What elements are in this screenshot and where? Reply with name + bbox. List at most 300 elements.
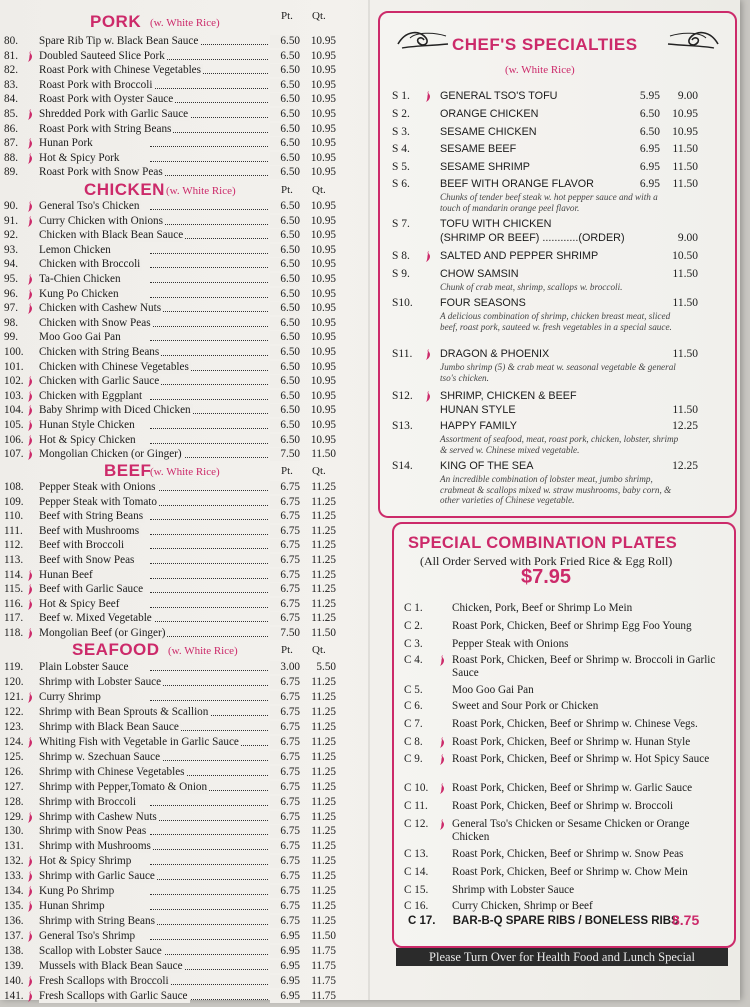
hot-pepper-icon [26, 811, 35, 824]
specialty-price-small: 5.95 [639, 90, 660, 102]
leader-dots [150, 953, 268, 955]
item-name: Shrimp with String Beans [39, 915, 155, 928]
item-price-quart: 11.25 [311, 690, 336, 703]
item-number: 96. [4, 287, 18, 300]
item-number: 122. [4, 705, 24, 718]
item-price-pint: 6.75 [270, 612, 300, 625]
item-number: 141. [4, 989, 24, 1002]
leader-dots [150, 938, 268, 940]
menu-item [0, 229, 365, 242]
item-number: 106. [4, 433, 24, 446]
specialty-code: S 4. [392, 143, 410, 155]
specialty-code: S 1. [392, 90, 410, 102]
leader-dots [150, 504, 268, 506]
specialty-description: An incredible combination of lobster meat, jumbo shrimp, crabmeat & scallops mixed w. straw mushrooms, baby corn, & other varieties of Chinese vegetable. [440, 474, 672, 505]
menu-item [0, 317, 365, 330]
item-number: 118. [4, 627, 24, 639]
combination-plates-subtitle: (All Order Served with Pork Fried Rice & Egg Roll) [420, 554, 673, 568]
item-name: Roast Pork with Snow Peas [39, 166, 163, 179]
item-price-quart: 11.25 [311, 855, 336, 868]
item-name: Shrimp with Bean Sprouts & Scallion [39, 705, 209, 718]
leader-dots [150, 266, 268, 268]
item-price-pint: 6.50 [270, 123, 300, 136]
item-price-pint: 6.95 [270, 945, 300, 958]
item-price-quart: 11.25 [311, 612, 336, 625]
item-name: Roast Pork with Oyster Sauce [39, 93, 174, 106]
combo-code: C 6. [404, 700, 423, 712]
item-price-quart: 11.25 [311, 870, 336, 883]
item-price-pint: 6.50 [270, 93, 300, 106]
item-price-pint: 6.75 [270, 736, 300, 749]
item-price-pint: 6.50 [270, 346, 300, 359]
item-price-quart: 11.25 [311, 735, 336, 748]
menu-item [0, 554, 365, 567]
item-name: Shrimp w. Szechuan Sauce [39, 750, 161, 763]
leader-dots [150, 848, 268, 850]
menu-item [0, 288, 365, 301]
item-price-quart: 10.95 [310, 375, 336, 388]
leader-dots [150, 533, 268, 535]
item-price-pint: 6.75 [270, 481, 300, 494]
specialty-description: A delicious combination of shrimp, chicken breast meat, sliced beef, roast pork, sauteed w. fresh vegetables in a special sauce. [440, 311, 672, 332]
combo-name: General Tso's Chicken or Sesame Chicken or Orange Chicken [452, 818, 690, 843]
item-price-quart: 10.95 [310, 419, 336, 431]
leader-dots [150, 325, 268, 327]
hot-pepper-icon [26, 900, 35, 913]
menu-item [0, 166, 365, 179]
item-price-quart: 11.25 [311, 524, 336, 537]
leader-dots [150, 427, 268, 429]
item-price-pint: 6.50 [270, 288, 300, 301]
menu-item [0, 990, 365, 1003]
item-number: 92. [4, 229, 18, 242]
item-price-pint: 6.50 [270, 390, 300, 403]
hot-pepper-icon [26, 419, 35, 432]
item-price-quart: 11.25 [311, 720, 336, 733]
leader-dots [150, 669, 268, 671]
specialty-price: 10.50 [672, 250, 698, 262]
item-name: Plain Lobster Sauce [39, 661, 129, 673]
item-number: 127. [4, 780, 24, 793]
hot-pepper-icon [26, 200, 35, 213]
specialty-price: 11.50 [672, 348, 698, 360]
menu-item [0, 375, 365, 388]
item-number: 103. [4, 389, 24, 402]
item-price-pint: 6.95 [270, 990, 300, 1003]
item-price-pint: 6.50 [270, 273, 300, 286]
item-name: Mongolian Beef (or Ginger) [39, 627, 166, 639]
item-name: Ta-Chien Chicken [39, 273, 121, 285]
chef-specialties-title: CHEF'S SPECIALTIES [452, 35, 638, 54]
menu-item [0, 404, 365, 417]
item-price-quart: 11.75 [311, 960, 336, 972]
specialty-name: HAPPY FAMILY [440, 420, 518, 432]
item-name: Moo Goo Gai Pan [39, 331, 121, 344]
item-number: 116. [4, 597, 24, 610]
combo-c17-code: C 17. [408, 915, 436, 927]
item-price-quart: 10.95 [310, 302, 336, 315]
leader-dots [150, 591, 268, 593]
item-price-pint: 6.50 [270, 244, 300, 257]
menu-item [0, 496, 365, 509]
specialty-name: TOFU WITH CHICKEN [440, 218, 552, 230]
item-name: Spare Rib Tip w. Black Bean Sauce [39, 35, 199, 47]
specialty-code: S 8. [392, 250, 410, 262]
item-price-pint: 6.50 [270, 258, 300, 271]
specialty-name: ORANGE CHICKEN [440, 108, 539, 120]
hot-pepper-icon [26, 569, 35, 582]
menu-item [0, 302, 365, 315]
item-name: Beef with Mushrooms [39, 524, 140, 537]
menu-item [0, 960, 365, 973]
specialty-code: S13. [392, 420, 413, 432]
combo-name: Roast Pork, Chicken, Beef or Shrimp w. Chow Mein [452, 866, 688, 878]
pork-pt-header: Pt. [281, 10, 293, 22]
hot-pepper-icon [26, 990, 35, 1003]
item-number: 87. [4, 137, 18, 150]
item-price-pint: 6.75 [270, 900, 300, 913]
leader-dots [150, 281, 268, 283]
combo-name: Shrimp with Lobster Sauce [452, 884, 575, 896]
menu-item [0, 434, 365, 447]
specialty-price: 10.95 [672, 108, 698, 120]
menu-item [0, 481, 365, 494]
combo-code: C 9. [404, 753, 423, 765]
item-price-quart: 11.75 [311, 974, 336, 987]
item-price-quart: 10.95 [310, 316, 336, 329]
item-number: 94. [4, 258, 18, 271]
item-price-quart: 10.95 [310, 404, 336, 417]
chicken-pt-header: Pt. [281, 184, 293, 196]
item-price-pint: 6.50 [270, 361, 300, 374]
specialty-description: Chunk of crab meat, shrimp, scallops w. broccoli. [440, 282, 623, 292]
combo-code: C 11. [404, 800, 428, 812]
item-name: Doubled Sauteed Slice Pork [39, 49, 165, 62]
menu-item [0, 200, 365, 213]
specialty-price-small: 6.50 [639, 108, 660, 120]
item-price-pint: 6.50 [270, 35, 300, 48]
specialty-code: S 2. [392, 108, 410, 120]
hot-pepper-icon [26, 288, 35, 301]
beef-pt-header: Pt. [281, 465, 293, 477]
combo-name: Roast Pork, Chicken, Beef or Shrimp w. Hunan Style [452, 736, 691, 748]
specialty-price: 12.25 [672, 460, 698, 472]
specialty-name-line2: HUNAN STYLE [440, 404, 516, 416]
combo-name: Roast Pork, Chicken, Beef or Shrimp w. Broccoli in Garlic Sauce [452, 654, 716, 679]
item-price-pint: 6.50 [270, 434, 300, 447]
item-price-quart: 11.25 [311, 539, 336, 552]
item-price-pint: 6.75 [270, 525, 300, 538]
specialty-code: S 5. [392, 161, 410, 173]
combo-code: C 15. [404, 884, 429, 896]
item-price-pint: 6.75 [270, 598, 300, 611]
item-price-quart: 10.95 [310, 360, 336, 373]
specialty-code: S 3. [392, 126, 410, 138]
item-name: General Tso's Chicken [39, 200, 140, 212]
specialty-name: SESAME SHRIMP [440, 161, 530, 173]
item-price-pint: 6.75 [270, 870, 300, 883]
item-price-pint: 6.75 [270, 583, 300, 596]
menu-item [0, 123, 365, 136]
item-price-quart: 10.95 [310, 287, 336, 300]
item-price-quart: 11.25 [311, 495, 336, 508]
item-number: 81. [4, 49, 18, 62]
leader-dots [150, 759, 268, 761]
item-number: 139. [4, 960, 24, 972]
item-price-pint: 6.75 [270, 496, 300, 509]
item-name: Mongolian Chicken (or Ginger) [39, 448, 182, 461]
menu-item [0, 751, 365, 764]
specialty-price: 12.25 [672, 420, 698, 432]
item-name: Lemon Chicken [39, 243, 111, 256]
specialty-name: KING OF THE SEA [440, 460, 534, 472]
item-number: 80. [4, 35, 18, 47]
specialty-price: 11.50 [672, 268, 698, 280]
item-number: 109. [4, 495, 24, 508]
leader-dots [150, 208, 268, 210]
leader-dots [150, 562, 268, 564]
menu-item [0, 79, 365, 92]
leader-dots [150, 252, 268, 254]
specialty-code: S 6. [392, 178, 410, 190]
hot-pepper-icon [424, 390, 433, 403]
combo-name: Roast Pork, Chicken, Beef or Shrimp w. Chinese Vegs. [452, 718, 698, 730]
item-price-pint: 6.75 [270, 510, 300, 523]
item-number: 128. [4, 795, 24, 808]
item-price-quart: 10.95 [310, 78, 336, 91]
hot-pepper-icon [424, 348, 433, 361]
specialty-price: 11.50 [672, 143, 698, 155]
hot-pepper-icon [26, 434, 35, 447]
item-name: Fresh Scallops with Garlic Sauce [39, 989, 188, 1002]
hot-pepper-icon [26, 404, 35, 417]
item-price-quart: 11.25 [311, 510, 336, 523]
chicken-title: CHICKEN [84, 180, 165, 199]
item-name: Shrimp with Chinese Vegetables [39, 765, 185, 778]
combo-code: C 13. [404, 848, 429, 860]
item-number: 88. [4, 151, 18, 164]
item-name: Roast Pork with Chinese Vegetables [39, 64, 201, 77]
item-price-pint: 6.75 [270, 539, 300, 552]
pork-qt-header: Qt. [312, 10, 326, 22]
menu-item [0, 855, 365, 868]
item-number: 89. [4, 166, 18, 179]
menu-item [0, 448, 365, 461]
menu-item [0, 137, 365, 150]
item-price-quart: 11.25 [311, 568, 336, 581]
combo-code: C 3. [404, 638, 423, 650]
item-price-quart: 10.95 [310, 433, 336, 446]
item-name: Chicken with Eggplant [39, 389, 143, 402]
hot-pepper-icon [26, 302, 35, 315]
item-price-pint: 6.75 [270, 569, 300, 582]
item-price-pint: 6.50 [270, 215, 300, 228]
item-name: Chicken with Garlic Sauce [39, 375, 160, 388]
item-price-quart: 11.75 [311, 989, 336, 1002]
hot-pepper-icon [26, 691, 35, 704]
item-number: 134. [4, 885, 24, 898]
item-name: Hunan Shrimp [39, 900, 105, 913]
item-price-pint: 6.75 [270, 811, 300, 824]
item-name: Beef w. Mixed Vegetable [39, 612, 152, 625]
item-price-pint: 6.50 [270, 79, 300, 92]
item-price-pint: 6.75 [270, 691, 300, 704]
chicken-qt-header: Qt. [312, 184, 326, 196]
leader-dots [150, 58, 268, 60]
leader-dots [150, 878, 268, 880]
item-price-pint: 6.50 [270, 166, 300, 179]
item-price-quart: 10.95 [310, 273, 336, 285]
item-price-quart: 10.95 [310, 137, 336, 150]
specialty-name: CHOW SAMSIN [440, 268, 519, 280]
item-price-pint: 7.50 [270, 627, 300, 640]
specialty-price: 10.95 [672, 126, 698, 138]
item-name: Chicken with String Beans [39, 346, 160, 358]
item-name: Chicken with Snow Peas [39, 316, 151, 329]
leader-dots [150, 145, 268, 147]
item-number: 129. [4, 810, 24, 823]
item-price-quart: 10.95 [310, 49, 336, 62]
item-number: 90. [4, 200, 18, 212]
item-price-quart: 11.25 [311, 554, 336, 566]
menu-item [0, 945, 365, 958]
combo-code: C 2. [404, 620, 423, 632]
item-price-quart: 10.95 [310, 122, 336, 135]
item-name: Curry Shrimp [39, 690, 101, 703]
item-price-pint: 6.50 [270, 229, 300, 242]
hot-pepper-icon [438, 782, 447, 795]
item-name: Chicken with Broccoli [39, 258, 141, 271]
item-name: Pepper Steak with Onions [39, 481, 156, 493]
combo-code: C 14. [404, 866, 429, 878]
hot-pepper-icon [438, 818, 447, 831]
footer-banner: Please Turn Over for Health Food and Lunch Special [396, 948, 728, 966]
item-price-pint: 6.75 [270, 676, 300, 689]
leader-dots [150, 339, 268, 341]
menu-item [0, 975, 365, 988]
right-ornament-icon [660, 26, 720, 54]
item-name: Mussels with Black Bean Sauce [39, 960, 183, 972]
hot-pepper-icon [438, 753, 447, 766]
leader-dots [150, 699, 268, 701]
item-number: 110. [4, 510, 24, 523]
seafood-qt-header: Qt. [312, 644, 326, 656]
specialty-name: GENERAL TSO'S TOFU [440, 90, 558, 102]
menu-item [0, 244, 365, 257]
item-price-quart: 11.25 [311, 810, 336, 823]
menu-item [0, 93, 365, 106]
hot-pepper-icon [26, 870, 35, 883]
leader-dots [150, 606, 268, 608]
item-number: 120. [4, 675, 24, 688]
item-price-quart: 11.25 [311, 825, 336, 838]
leader-dots [150, 819, 268, 821]
leader-dots [150, 354, 268, 356]
item-price-quart: 10.95 [310, 331, 336, 344]
combo-name: Roast Pork, Chicken, Beef or Shrimp w. Garlic Sauce [452, 782, 693, 794]
hot-pepper-icon [424, 250, 433, 263]
combo-name: Roast Pork, Chicken, Beef or Shrimp w. Broccoli [452, 800, 674, 812]
combination-plates-title: SPECIAL COMBINATION PLATES [408, 534, 678, 552]
specialty-name: SESAME BEEF [440, 143, 517, 155]
specialty-name: DRAGON & PHOENIX [440, 348, 550, 360]
specialty-price: 11.50 [672, 178, 698, 190]
item-price-quart: 10.95 [310, 243, 336, 256]
menu-item [0, 258, 365, 271]
item-price-pint: 6.75 [270, 766, 300, 779]
menu-item [0, 796, 365, 809]
item-name: Curry Chicken with Onions [39, 214, 163, 227]
item-number: 102. [4, 375, 24, 388]
hot-pepper-icon [26, 736, 35, 749]
item-price-pint: 6.50 [270, 64, 300, 77]
item-price-pint: 6.95 [270, 960, 300, 973]
menu-item [0, 840, 365, 853]
item-price-quart: 10.95 [310, 151, 336, 164]
specialty-price-small: 6.95 [639, 178, 660, 190]
specialty-price: 9.00 [677, 90, 698, 102]
menu-item [0, 661, 365, 674]
item-price-pint: 6.75 [270, 751, 300, 764]
item-price-quart: 11.25 [311, 885, 336, 898]
item-number: 132. [4, 855, 24, 868]
hot-pepper-icon [26, 50, 35, 63]
seafood-title: SEAFOOD [72, 640, 160, 659]
item-price-quart: 10.95 [310, 93, 336, 106]
item-name: Shrimp with Garlic Sauce [39, 870, 155, 883]
menu-item [0, 885, 365, 898]
item-name: Shrimp with Mushrooms [39, 840, 151, 853]
item-price-quart: 11.25 [311, 705, 336, 718]
item-name: Kung Po Chicken [39, 287, 119, 300]
item-name: Roast Pork with Broccoli [39, 78, 153, 91]
item-name: Shredded Pork with Garlic Sauce [39, 108, 189, 120]
leader-dots [150, 489, 268, 491]
item-price-pint: 6.95 [270, 975, 300, 988]
item-price-quart: 11.25 [311, 597, 336, 610]
combo-c17-price: 8.75 [672, 912, 700, 928]
leader-dots [150, 223, 268, 225]
item-price-pint: 6.95 [270, 930, 300, 943]
item-number: 123. [4, 720, 24, 733]
specialty-name: SALTED AND PEPPER SHRIMP [440, 250, 599, 262]
item-number: 107. [4, 448, 24, 461]
item-price-quart: 11.25 [311, 915, 336, 928]
combo-c17 [408, 912, 700, 928]
left-ornament-icon [396, 26, 450, 54]
seafood-pt-header: Pt. [281, 644, 293, 656]
leader-dots [150, 547, 268, 549]
item-number: 98. [4, 316, 18, 329]
item-name: Chicken with Black Bean Sauce [39, 229, 184, 242]
item-name: Shrimp with Lobster Sauce [39, 675, 162, 688]
item-price-quart: 10.95 [310, 166, 336, 179]
item-name: General Tso's Shrimp [39, 930, 136, 943]
leader-dots [150, 383, 268, 385]
hot-pepper-icon [26, 930, 35, 943]
item-price-pint: 6.75 [270, 915, 300, 928]
item-price-pint: 6.50 [270, 375, 300, 388]
item-name: Shrimp with Black Bean Sauce [39, 720, 179, 733]
specialty-price: 11.50 [672, 297, 698, 309]
menu-item [0, 525, 365, 538]
hot-pepper-icon [26, 137, 35, 150]
page-fold [368, 0, 370, 1000]
menu-item [0, 108, 365, 121]
item-number: 112. [4, 539, 24, 552]
hot-pepper-icon [26, 152, 35, 165]
combo-name: Chicken, Pork, Beef or Shrimp Lo Mein [452, 602, 633, 614]
